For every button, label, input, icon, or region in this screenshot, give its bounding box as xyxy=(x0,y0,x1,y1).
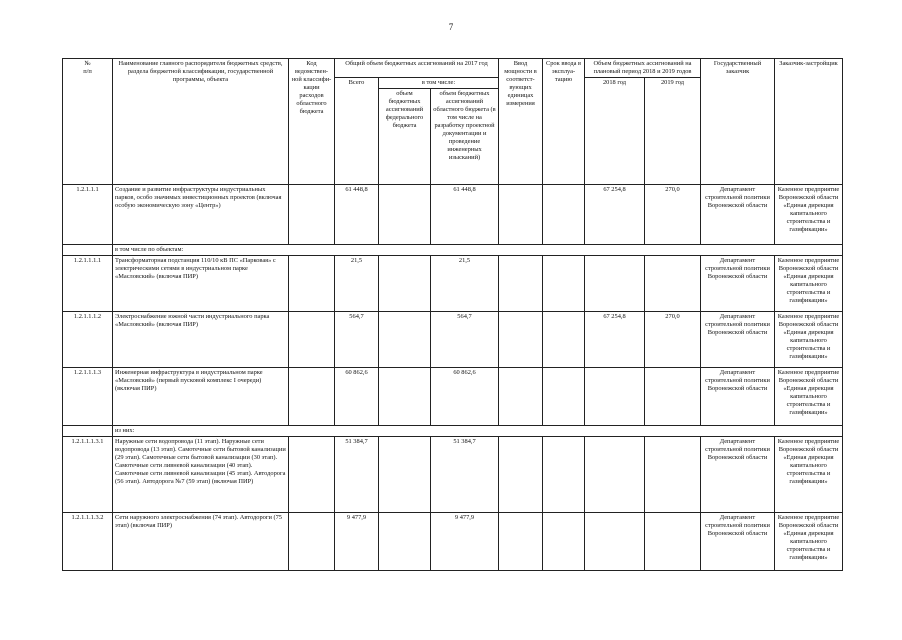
row-customer: Департамент строительной политики Воронежской области xyxy=(701,312,775,368)
row-developer: Казенное предприятие Воронежской области «Единая дирекция капитального строительства и газификации» xyxy=(775,185,843,245)
sub-objects-label: в том числе по объектам: xyxy=(113,245,843,256)
row-developer: Казенное предприятие Воронежской области «Единая дирекция капитального строительства и газификации» xyxy=(775,437,843,513)
header-plan-group: Объем бюджетных ассигнований на плановый период 2018 и 2019 годов xyxy=(585,59,701,78)
row-num: 1.2.1.1.1.1 xyxy=(63,256,113,312)
budget-table xyxy=(62,58,843,571)
row-2018 xyxy=(585,513,645,571)
header-federal: объем бюджетных ассигнований федерального бюджета xyxy=(379,89,431,185)
row-2018: 67 254,8 xyxy=(585,185,645,245)
row-2019 xyxy=(645,437,701,513)
row-regional: 60 862,6 xyxy=(431,368,499,426)
row-total: 60 862,6 xyxy=(335,368,379,426)
header-customer: Государственный заказчик xyxy=(701,59,775,185)
row-2018 xyxy=(585,368,645,426)
table-row xyxy=(63,513,843,571)
row-name: Сети наружного электроснабжения (74 этап). Автодороги (75 этап) (включая ПИР) xyxy=(113,513,289,571)
header-developer: Заказчик-застройщик xyxy=(775,59,843,185)
header-including: в том числе: xyxy=(379,78,499,89)
row-regional: 51 384,7 xyxy=(431,437,499,513)
row-2019 xyxy=(645,256,701,312)
row-regional: 9 477,9 xyxy=(431,513,499,571)
header-regional: объем бюджетных ассигнований областного бюджета (в том числе на разработку проектной документации и проведение инженерных изысканий) xyxy=(431,89,499,185)
header-capacity: Ввод мощности в соответст-вующих единицах измерения xyxy=(499,59,543,185)
row-regional: 564,7 xyxy=(431,312,499,368)
row-customer: Департамент строительной политики Воронежской области xyxy=(701,437,775,513)
row-developer: Казенное предприятие Воронежской области «Единая дирекция капитального строительства и газификации» xyxy=(775,256,843,312)
header-term: Срок ввода в эксплуа-тацию xyxy=(543,59,585,185)
row-total: 564,7 xyxy=(335,312,379,368)
row-developer: Казенное предприятие Воронежской области «Единая дирекция капитального строительства и газификации» xyxy=(775,513,843,571)
row-2019: 270,0 xyxy=(645,185,701,245)
row-2019: 270,0 xyxy=(645,312,701,368)
row-num: 1.2.1.1.1.2 xyxy=(63,312,113,368)
row-num: 1.2.1.1.1 xyxy=(63,185,113,245)
row-total: 51 384,7 xyxy=(335,437,379,513)
table-row xyxy=(63,256,843,312)
row-regional: 61 448,8 xyxy=(431,185,499,245)
header-num: № п/п xyxy=(63,59,113,185)
page-number: 7 xyxy=(448,22,454,32)
row-customer: Департамент строительной политики Воронежской области xyxy=(701,513,775,571)
table-row xyxy=(63,426,843,437)
row-name: Наружные сети водопровода (11 этап). Наружные сети водопровода (13 этап). Самотечные сети бытовой канализации (29 этап). Самотечные сети бытовой канализации (30 этап). Самотечные сети ливневой канализации (40 этап). Самотечные сети ливневой канализации (45 этап). Автодорога (56 этап). Автодорога №7 (59 этап) (включая ПИР) xyxy=(113,437,289,513)
row-developer: Казенное предприятие Воронежской области «Единая дирекция капитального строительства и газификации» xyxy=(775,368,843,426)
table-row xyxy=(63,437,843,513)
row-num: 1.2.1.1.1.3 xyxy=(63,368,113,426)
header-name: Наименование главного распорядителя бюджетных средств, раздела бюджетной классификации, государственной программы, объекта xyxy=(113,59,289,185)
header-total: Всего xyxy=(335,78,379,185)
row-regional: 21,5 xyxy=(431,256,499,312)
row-2019 xyxy=(645,368,701,426)
row-customer: Департамент строительной политики Воронежской области xyxy=(701,256,775,312)
header-code: Код ведомствен-ной классифи-кации расходов областного бюджета xyxy=(289,59,335,185)
row-2019 xyxy=(645,513,701,571)
row-num: 1.2.1.1.1.3.1 xyxy=(63,437,113,513)
row-2018: 67 254,8 xyxy=(585,312,645,368)
header-total-group: Общий объем бюджетных ассигнований на 2017 год xyxy=(335,59,499,78)
row-2018 xyxy=(585,437,645,513)
row-name: Инженерная инфраструктура в индустриальном парке «Масловский» (первый пусковой комплекс I очереди) (включая ПИР) xyxy=(113,368,289,426)
header-2018: 2018 год xyxy=(585,78,645,185)
table-row xyxy=(63,312,843,368)
row-customer: Департамент строительной политики Воронежской области xyxy=(701,368,775,426)
row-name: Электроснабжение южной части индустриального парка «Масловский» (включая ПИР) xyxy=(113,312,289,368)
row-2018 xyxy=(585,256,645,312)
table-row xyxy=(63,368,843,426)
row-name: Создание и развитие инфраструктуры индустриальных парков, особо значимых инвестиционных проектов (включая особую экономическую зону «Центр») xyxy=(113,185,289,245)
table-row xyxy=(63,185,843,245)
row-num: 1.2.1.1.1.3.2 xyxy=(63,513,113,571)
row-customer: Департамент строительной политики Воронежской области xyxy=(701,185,775,245)
row-developer: Казенное предприятие Воронежской области «Единая дирекция капитального строительства и газификации» xyxy=(775,312,843,368)
row-total: 9 477,9 xyxy=(335,513,379,571)
table-row xyxy=(63,245,843,256)
row-total: 21,5 xyxy=(335,256,379,312)
row-total: 61 448,8 xyxy=(335,185,379,245)
row-name: Трансформаторная подстанция 110/10 кВ ПС «Парковая» с электрическими сетями в индустриальном парке «Масловский» (включая ПИР) xyxy=(113,256,289,312)
header-2019: 2019 год xyxy=(645,78,701,185)
sub-of-them-label: из них: xyxy=(113,426,843,437)
